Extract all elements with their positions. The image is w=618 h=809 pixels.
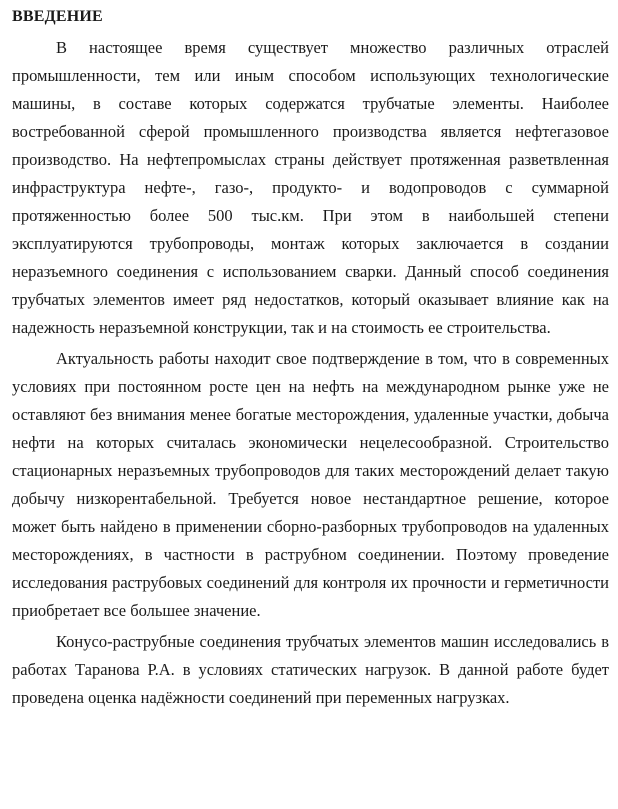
paragraph-intro: В настоящее время существует множество различных отраслей промышленности, тем или иным способом использующих технологические машины, в составе которых содержатся трубчатые элементы. Наиболее востребованной сферой промышленного производства является нефтегазовое производство. На нефтепромыслах страны действует протяженная разветвленная инфраструктура нефте-, газо-, продукто- и водопроводов с суммарной протяженностью более 500 тыс.км. При этом в наибольшей степени эксплуатируются трубопроводы, монтаж которых заключается в создании неразъемного соединения с использованием сварки. Данный способ соединения трубчатых элементов имеет ряд недостатков, который оказывает влияние как на надежность неразъемной конструкции, так и на стоимость ее строительства. [12,38,609,337]
document-page [12,6,609,712]
section-heading: ВВЕДЕНИЕ [12,8,103,25]
paragraph-prior-work: Конусо-раструбные соединения трубчатых элементов машин исследовались в работах Таранова Р.А. в условиях статических нагрузок. В данной работе будет проведена оценка надёжности соединений при переменных нагрузках. [12,632,609,707]
paragraph-relevance: Актуальность работы находит свое подтверждение в том, что в современных условиях при постоянном росте цен на нефть на международном рынке уже не оставляют без внимания менее богатые месторождения, удаленные участки, добыча нефти на которых считалась экономически нецелесообразной. Строительство стационарных неразъемных трубопроводов для таких месторождений делает такую добычу низкорентабельной. Требуется новое нестандартное решение, которое может быть найдено в применении сборно-разборных трубопроводов на удаленных месторождениях, в частности в раструбном соединении. Поэтому проведение исследования раструбовых соединений для контроля их прочности и герметичности приобретает все большее значение. [12,349,609,620]
